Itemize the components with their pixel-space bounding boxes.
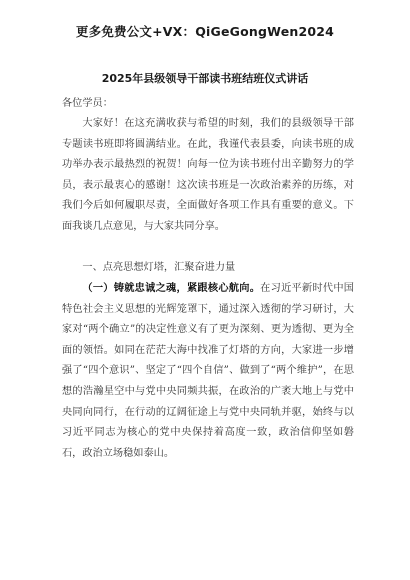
document-title: 2025年县级领导干部读书班结班仪式讲话 <box>101 72 309 85</box>
header-promo-note: 更多免费公文+VX：QiGeGongWen2024 <box>75 24 335 39</box>
salutation: 各位学员： <box>62 98 113 109</box>
opening-paragraph: 大家好！在这充满收获与希望的时刻，我们的县级领导干部专题读书班即将圆满结业。在此，我谨代表县委，向读书班的成功举办表示最热烈的祝贺！向每一位为读书班付出辛勤努力的学员，表示最衷心的感谢！这次读书班是一次政治素养的历练，对我们今后如何履职尽责，全面做好各项工作具有重要的意义。下面我谈几点意见，与大家共同分享。 <box>62 118 354 232</box>
subsection-body: 在习近平新时代中国特色社会主义思想的光辉笼罩下，通过深入透彻的学习研讨，大家对“两个确立”的决定性意义有了更为深刻、更为透彻、更为全面的领悟。如同在茫茫大海中找准了灯塔的方向，大家进一步增强了“四个意识”、坚定了“四个自信”、做到了“两个维护”，在思想的浩瀚星空中与党中央同频共振，在政治的广袤大地上与党中央同向同行，在行动的辽阔征途上与党中央同轨并驱，始终与以习近平同志为核心的党中央保持着高度一致，政治信仰坚如磐石，政治立场稳如泰山。 <box>62 283 354 459</box>
section-heading: 一、点亮思想灯塔，汇聚奋进力量 <box>82 262 236 273</box>
subsection-paragraph <box>62 279 354 464</box>
subsection-lead: （一）铸就忠诚之魂，紧跟核心航向。 <box>82 283 261 294</box>
